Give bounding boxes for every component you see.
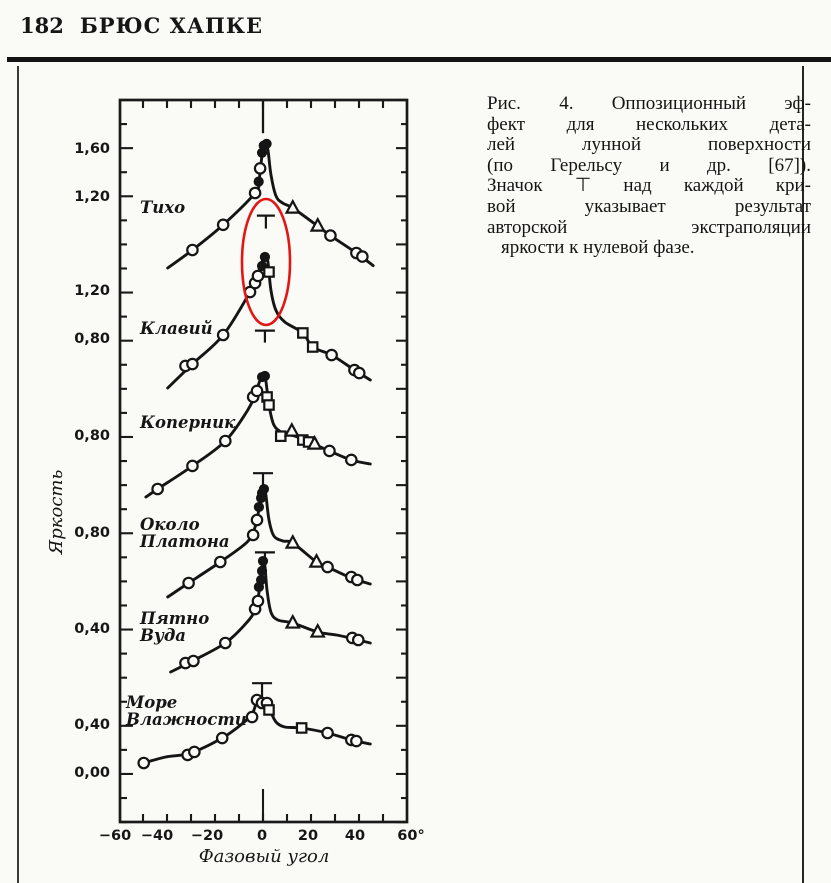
caption-line: яркости к нулевой фазе. [501, 237, 695, 259]
marker-open-circle [255, 163, 265, 173]
x-tick-label: −20 [190, 828, 224, 844]
x-tick-labels [99, 828, 425, 844]
y-tick-label: 0,00 [74, 765, 110, 781]
marker-open-circle [351, 736, 361, 746]
marker-open-circle [252, 386, 262, 396]
y-axis-title: Яркость [46, 469, 67, 555]
x-tick-label: 40 [344, 828, 366, 844]
marker-open-triangle [287, 201, 299, 212]
series-label-mare-humorum: Влажности [126, 710, 247, 729]
marker-open-triangle [287, 616, 299, 627]
marker-filled-circle [262, 139, 271, 148]
marker-open-circle [325, 230, 335, 240]
y-tick-label: 0,80 [74, 525, 110, 541]
caption-line: фект для нескольких дета- [487, 113, 811, 135]
extrapolation-marker-near-plato [253, 473, 273, 485]
x-tick-label: 20 [297, 828, 319, 844]
marker-open-circle [250, 188, 260, 198]
marker-open-square [264, 400, 273, 409]
marker-filled-circle [254, 502, 263, 511]
marker-open-square [308, 342, 317, 351]
marker-open-circle [324, 446, 334, 456]
marker-open-circle [218, 330, 228, 340]
series-label-copernicus: Коперник [140, 413, 236, 432]
marker-filled-circle [257, 566, 266, 575]
marker-filled-circle [258, 556, 267, 565]
y-tick-label: 1,60 [74, 141, 110, 157]
marker-open-circle [220, 436, 230, 446]
series-label-woods-spot: Вуда [140, 626, 186, 645]
marker-open-circle [187, 359, 197, 369]
marker-open-circle [183, 578, 193, 588]
series-label-near-plato: Около [140, 515, 200, 534]
marker-open-circle [139, 758, 149, 768]
page-border-left [17, 66, 19, 883]
caption-line: лей лунной поверхности [487, 134, 811, 156]
marker-filled-circle [256, 575, 265, 584]
marker-open-triangle [287, 536, 299, 547]
marker-open-triangle [312, 219, 324, 230]
caption-line: (по Герельсу и др. [67]). [487, 154, 811, 176]
marker-open-circle [253, 271, 263, 281]
figure-caption [487, 94, 811, 259]
marker-open-circle [152, 484, 162, 494]
series-label-woods-spot: Пятно [140, 609, 210, 628]
marker-filled-circle [260, 252, 269, 261]
y-tick-label: 0,80 [74, 331, 110, 347]
series-label-tycho: Тихо [140, 198, 186, 217]
marker-open-circle [188, 656, 198, 666]
series-label-clavius: Клавий [140, 319, 213, 338]
marker-open-circle [253, 596, 263, 606]
marker-open-circle [354, 368, 364, 378]
y-tick-label: 0,80 [74, 428, 110, 444]
marker-open-circle [187, 461, 197, 471]
marker-open-square [298, 328, 307, 337]
marker-open-circle [353, 635, 363, 645]
marker-open-circle [346, 455, 356, 465]
marker-open-square [264, 267, 273, 276]
caption-line: Значок ⊤ над каждой кри- [487, 175, 811, 197]
x-axis-title: Фазовый угол [198, 846, 330, 867]
series-label-near-plato: Платона [140, 532, 230, 551]
marker-open-circle [189, 747, 199, 757]
marker-open-circle [357, 251, 367, 261]
marker-open-square [297, 723, 306, 732]
marker-open-circle [322, 728, 332, 738]
x-tick-label: 60° [397, 828, 425, 844]
marker-filled-circle [260, 371, 269, 380]
marker-open-triangle [286, 424, 298, 435]
marker-open-circle [252, 515, 262, 525]
x-tick-label: −60 [98, 828, 132, 844]
series-clavius [139, 216, 370, 388]
marker-open-triangle [312, 625, 324, 636]
caption-line: Рис. 4. Оппозиционный эф- [487, 93, 811, 114]
series-near-plato [139, 473, 370, 597]
caption-line: вой указывает результат [487, 195, 811, 217]
header-rule [7, 57, 831, 62]
caption-line: авторской экстраполяции [487, 216, 811, 238]
extrapolation-marker-copernicus [255, 331, 275, 343]
marker-open-circle [187, 245, 197, 255]
y-tick-label: 0,40 [74, 621, 110, 637]
page-number: 182 [20, 13, 64, 38]
curve-mare-humorum [144, 699, 371, 763]
series-label-mare-humorum: Море [126, 693, 178, 712]
marker-open-circle [220, 638, 230, 648]
y-tick-label: 1,20 [74, 189, 110, 205]
marker-open-circle [326, 350, 336, 360]
y-tick-label: 0,40 [74, 717, 110, 733]
marker-open-circle [217, 733, 227, 743]
x-tick-label: 0 [256, 828, 268, 844]
running-title: БРЮС ХАПКЕ [79, 13, 263, 38]
y-tick-label: 1,20 [74, 283, 110, 299]
y-tick-labels [74, 141, 110, 781]
extrapolation-marker-clavius [257, 216, 275, 229]
marker-open-circle [215, 557, 225, 567]
marker-open-square [264, 705, 273, 714]
series-mare-humorum [125, 683, 370, 768]
x-tick-label: −40 [140, 828, 174, 844]
marker-open-circle [218, 220, 228, 230]
marker-filled-circle [259, 484, 268, 493]
marker-open-circle [322, 562, 332, 572]
marker-open-circle [248, 530, 258, 540]
marker-open-circle [247, 712, 257, 722]
series-tycho [140, 101, 373, 268]
marker-filled-circle [254, 177, 263, 186]
page-header [20, 13, 263, 38]
marker-open-circle [352, 575, 362, 585]
